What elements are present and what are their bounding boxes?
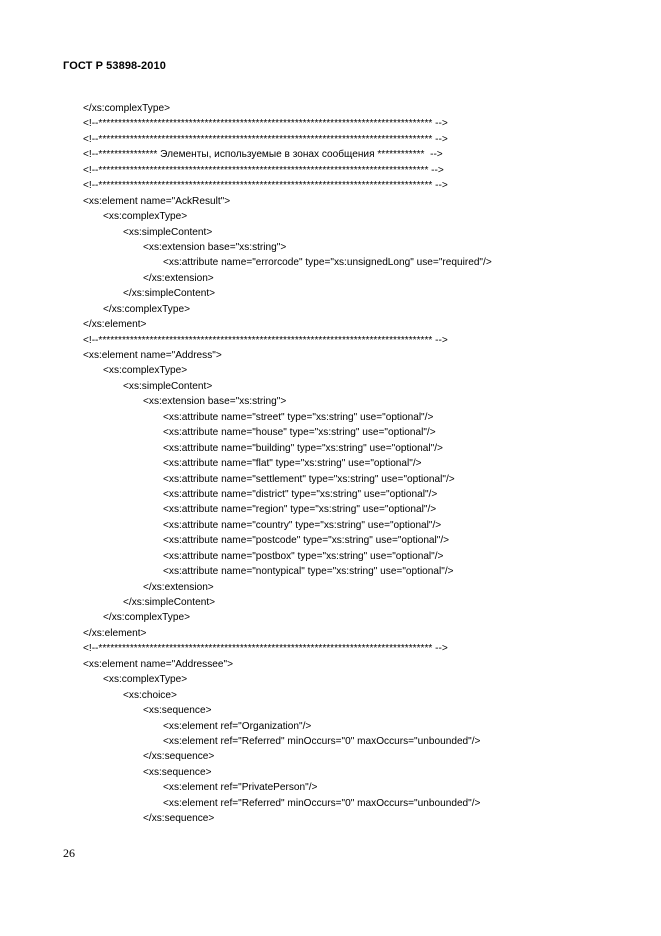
xml-code-block: [83, 101, 492, 827]
code-line: <xs:attribute name="region" type="xs:string" use="optional"/>: [163, 504, 437, 516]
code-line: <xs:element ref="Referred" minOccurs="0" maxOccurs="unbounded"/>: [163, 735, 481, 747]
code-line: <!--************************************************************************************ -->: [83, 164, 444, 176]
code-line: <xs:extension base="xs:string">: [143, 241, 287, 253]
code-line: </xs:sequence>: [143, 751, 215, 763]
document-header: ГОСТ Р 53898-2010: [63, 60, 166, 72]
code-line: </xs:extension>: [143, 272, 214, 284]
code-line: <!--************************************************************************************* -->: [83, 133, 448, 145]
code-line: </xs:complexType>: [103, 612, 190, 624]
code-line: <xs:complexType>: [103, 674, 188, 686]
code-line: <xs:sequence>: [143, 705, 212, 717]
code-line: <xs:attribute name="errorcode" type="xs:unsignedLong" use="required"/>: [163, 257, 492, 269]
code-line: <!--************************************************************************************* -->: [83, 334, 448, 346]
code-line: </xs:simpleContent>: [123, 597, 216, 608]
code-line: </xs:complexType>: [103, 303, 190, 315]
code-line: </xs:element>: [83, 627, 147, 639]
code-line: <xs:attribute name="postcode" type="xs:string" use="optional"/>: [163, 535, 450, 547]
code-line: </xs:extension>: [143, 581, 214, 593]
code-line: <!--************************************************************************************* -->: [83, 118, 448, 130]
code-line: <xs:simpleContent>: [123, 380, 213, 392]
code-line: <!--************************************************************************************* -->: [83, 643, 448, 655]
code-line: <xs:attribute name="country" type="xs:string" use="optional"/>: [163, 519, 442, 531]
code-line: <xs:attribute name="postbox" type="xs:string" use="optional"/>: [163, 550, 444, 562]
code-line: <xs:element name="Address">: [83, 350, 222, 361]
code-line: <xs:attribute name="street" type="xs:string" use="optional"/>: [163, 411, 434, 423]
code-line: </xs:simpleContent>: [123, 288, 216, 300]
code-line: <xs:attribute name="district" type="xs:string" use="optional"/>: [163, 488, 438, 500]
code-line: </xs:sequence>: [143, 813, 215, 825]
code-line: <xs:simpleContent>: [123, 226, 213, 238]
code-line: <xs:attribute name="building" type="xs:string" use="optional"/>: [163, 442, 443, 454]
code-line: <xs:element name="AckResult">: [83, 195, 231, 207]
code-line: <xs:complexType>: [103, 211, 188, 223]
code-line: <xs:complexType>: [103, 365, 188, 377]
code-line: <xs:element name="Addressee">: [83, 658, 233, 670]
code-line: <xs:sequence>: [143, 766, 212, 778]
code-line: <xs:extension base="xs:string">: [143, 396, 287, 408]
code-line: <xs:attribute name="nontypical" type="xs:string" use="optional"/>: [163, 566, 454, 578]
code-line: <!--*************** Элементы, используемые в зонах сообщения ************ -->: [83, 149, 443, 161]
code-line: <xs:attribute name="house" type="xs:string" use="optional"/>: [163, 427, 436, 439]
page-number: 26: [63, 846, 75, 860]
code-line: <xs:element ref="PrivatePerson"/>: [163, 782, 318, 794]
code-line: </xs:complexType>: [83, 103, 170, 114]
code-line: <!--************************************************************************************* -->: [83, 180, 448, 192]
code-line: <xs:element ref="Organization"/>: [163, 720, 312, 732]
code-line: </xs:element>: [83, 319, 147, 331]
code-line: <xs:choice>: [123, 689, 177, 701]
code-line: <xs:element ref="Referred" minOccurs="0" maxOccurs="unbounded"/>: [163, 797, 481, 809]
code-line: <xs:attribute name="flat" type="xs:string" use="optional"/>: [163, 458, 422, 470]
code-line: <xs:attribute name="settlement" type="xs:string" use="optional"/>: [163, 473, 455, 485]
